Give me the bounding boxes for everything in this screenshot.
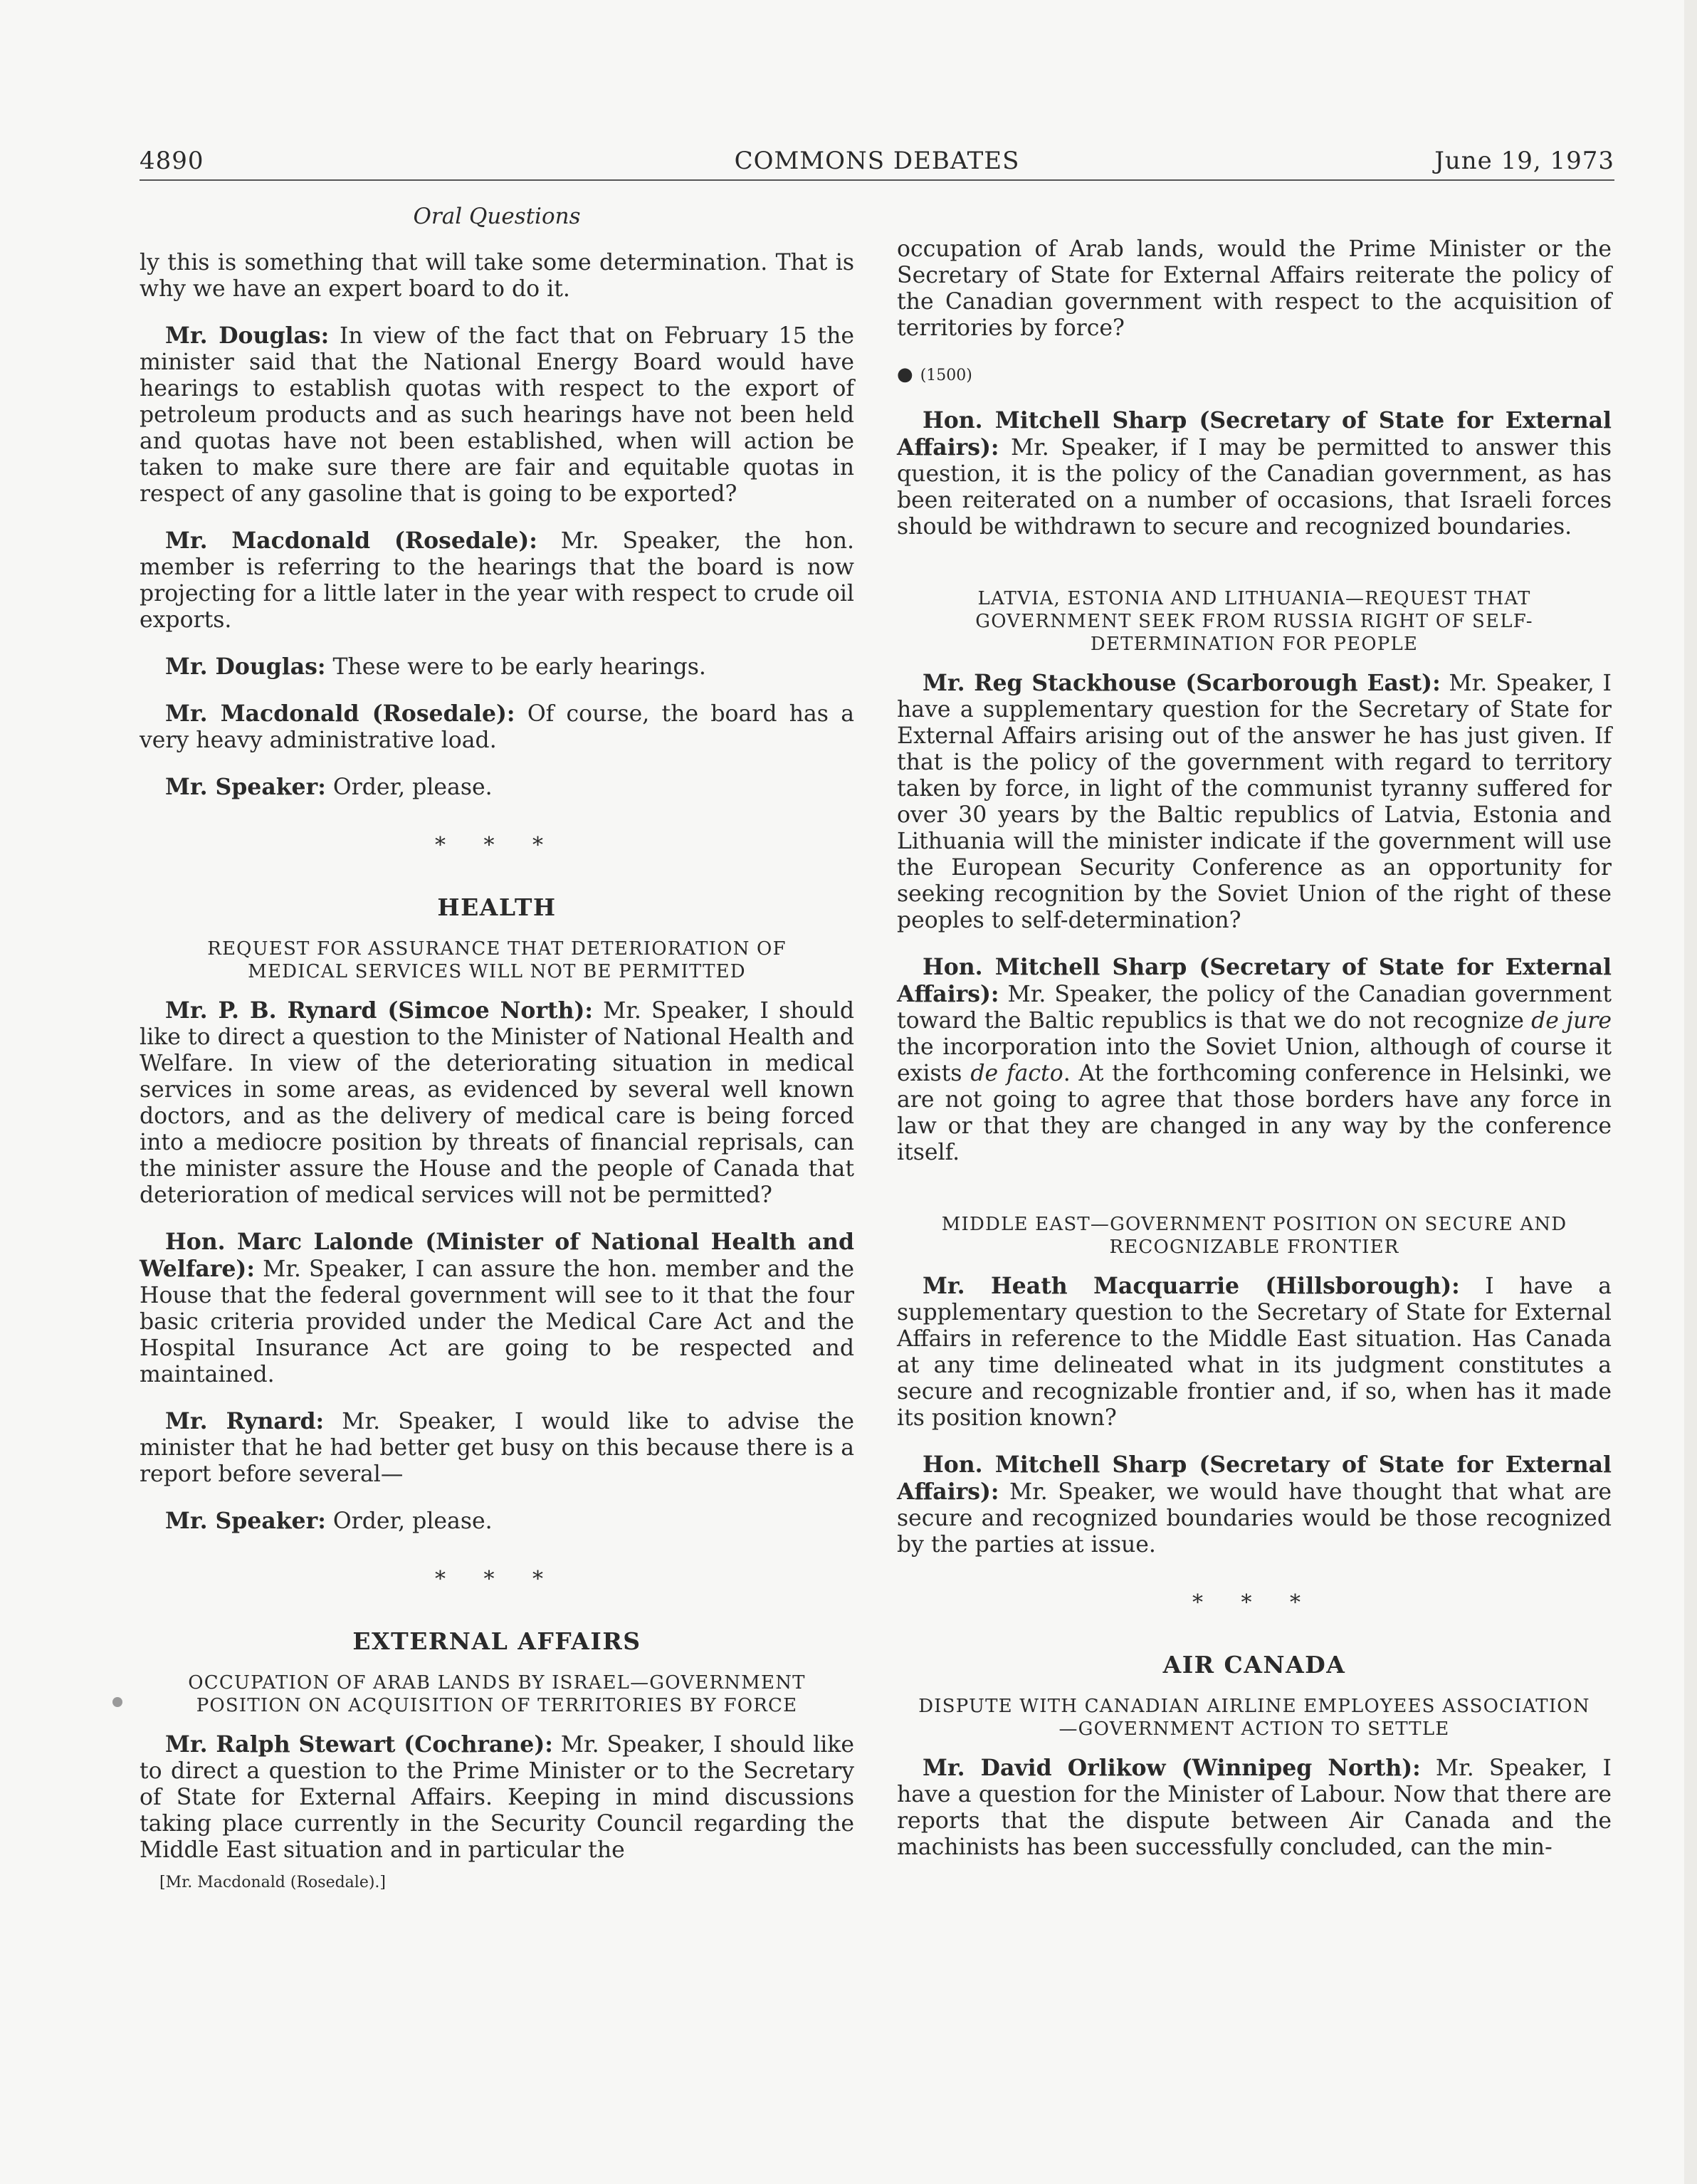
section-heading-air-canada: AIR CANADA xyxy=(1162,1651,1346,1679)
paragraph xyxy=(140,527,854,634)
speech-text: Mr. Speaker, the hon. member is referring to the hearings that the board is now projecting for a little later in the year with respect to crude oil exports. xyxy=(140,528,854,633)
speech-text: Of course, the board has a very heavy administrative load. xyxy=(140,701,854,753)
margin-dot-marker xyxy=(112,1697,122,1707)
subheading: MIDDLE EAST—GOVERNMENT POSITION ON SECURE AND RECOGNIZABLE FRONTIER xyxy=(941,1214,1567,1258)
latin-term: de facto xyxy=(970,1061,1063,1086)
speaker-name: Mr. David Orlikow (Winnipeg North): xyxy=(923,1755,1421,1781)
speech-text: Mr. Speaker, I would like to advise the minister that he had better get busy on this because there is a report before several— xyxy=(140,1409,854,1487)
subheading: REQUEST FOR ASSURANCE THAT DETERIORATION OF MEDICAL SERVICES WILL NOT BE PERMITTED xyxy=(207,938,787,982)
publication-title: COMMONS DEBATES xyxy=(734,147,1020,175)
speaker-name: Hon. Marc Lalonde (Minister of National Health and Welfare): xyxy=(140,1229,854,1282)
time-marker xyxy=(897,362,1612,389)
subheading: DISPUTE WITH CANADIAN AIRLINE EMPLOYEES ASSOCIATION—GOVERNMENT ACTION TO SETTLE xyxy=(918,1696,1590,1740)
speaker-name: Mr. Ralph Stewart (Cochrane): xyxy=(165,1731,553,1758)
speaker-name: Hon. Mitchell Sharp (Secretary of State for External Affairs): xyxy=(897,1451,1612,1505)
speaker-name: Mr. Macdonald (Rosedale): xyxy=(165,700,515,727)
section-separator: * * * xyxy=(434,833,559,858)
right-column xyxy=(897,236,1612,1881)
section-separator: * * * xyxy=(1192,1590,1317,1615)
paragraph xyxy=(140,774,854,801)
paragraph xyxy=(140,653,854,681)
paragraph xyxy=(140,997,854,1209)
page-header xyxy=(140,142,1614,181)
latin-term: de jure xyxy=(1531,1008,1612,1034)
speech-text: I have a supplementary question to the Secretary of State for External Affairs in reference to the Middle East situation. Has Canada at any time delineated what in its judgment constitutes a secure and recognizable frontier and, if so, when has it made its position known? xyxy=(897,1274,1612,1431)
speech-text: Order, please. xyxy=(325,775,493,800)
speech-text: These were to be early hearings. xyxy=(325,654,706,680)
speech-text: In view of the fact that on February 15 the minister said that the National Energy Board would have hearings to establish quotas with respect to the export of petroleum products and as such hearings have not been held and quotas have not been established, when will action be taken to make sure there are fair and equitable quotas in respect of any gasoline that is going to be exported? xyxy=(140,323,855,507)
subheading: LATVIA, ESTONIA AND LITHUANIA—REQUEST THAT GOVERNMENT SEEK FROM RUSSIA RIGHT OF SELF-DETERMINATION FOR PEOPLE xyxy=(975,588,1533,655)
paragraph xyxy=(897,954,1612,1166)
time-marker-text: (1500) xyxy=(920,367,972,384)
issue-date: June 19, 1973 xyxy=(1434,147,1614,175)
speaker-name: Mr. Rynard: xyxy=(165,1408,325,1434)
speech-text: Mr. Speaker, I have a supplementary question for the Secretary of State for External Affairs arising out of the answer he has just given. If that is the policy of the government with regard to territory taken by force, in light of the communist tyranny suffered for over 30 years by the Baltic republics of Latvia, Estonia and Lithuania will the minister indicate if the government will use the European Security Conference as an opportunity for seeking recognition by the Soviet Union of the right of these peoples to self-determination? xyxy=(897,671,1612,933)
paragraph xyxy=(897,407,1612,540)
speech-text: Mr. Speaker, I should like to direct a question to the Minister of National Health and Welfare. In view of the deteriorating situation in medical services in some areas, as evidenced by several well known doctors, and as the delivery of medical care is being forced into a mediocre position by threats of financial reprisals, can the minister assure the House and the people of Canada that deterioration of medical services will not be permitted? xyxy=(140,998,854,1208)
speech-text: Mr. Speaker, if I may be permitted to answer this question, it is the policy of the Canadian government, as has been reiterated on a number of occasions, that Israeli forces should be withdrawn to secure and recognized boundaries. xyxy=(897,435,1612,540)
speech-text: . At the forthcoming conference in Helsinki, we are not going to agree that those borders have any force in law or that they are changed in any way by the conference itself. xyxy=(897,1061,1612,1165)
subheading: OCCUPATION OF ARAB LANDS BY ISRAEL—GOVERNMENT POSITION ON ACQUISITION OF TERRITORIES BY FORCE xyxy=(188,1672,806,1716)
left-column xyxy=(140,204,854,1896)
paragraph xyxy=(897,1451,1612,1558)
speaker-name: Mr. Douglas: xyxy=(165,653,326,680)
paragraph xyxy=(140,322,854,508)
page-number: 4890 xyxy=(140,147,204,175)
speech-text: Mr. Speaker, the policy of the Canadian government toward the Baltic republics is that we do not recognize xyxy=(897,982,1612,1034)
paragraph xyxy=(897,1755,1612,1861)
paragraph xyxy=(140,700,854,754)
paragraph xyxy=(140,1229,854,1388)
speech-text: Mr. Speaker, I can assure the hon. member and the House that the federal government will see to it that the four basic criteria provided under the Medical Care Act and the Hospital Insurance Act are going to be respected and maintained. xyxy=(140,1256,854,1387)
speaker-name: Mr. Heath Macquarrie (Hillsborough): xyxy=(923,1273,1460,1299)
speaker-name: Mr. Reg Stackhouse (Scarborough East): xyxy=(923,670,1441,696)
speaker-name: Mr. Speaker: xyxy=(165,774,326,800)
speech-text: the incorporation into the Soviet Union, although of course it exists xyxy=(897,1034,1612,1086)
speech-text: Order, please. xyxy=(325,1508,493,1534)
paragraph xyxy=(897,670,1612,934)
paragraph: ly this is something that will take some determination. That is why we have an expert board to do it. xyxy=(140,250,854,302)
speech-text: Mr. Speaker, I should like to direct a question to the Prime Minister or to the Secretary of State for External Affairs. Keeping in mind discussions taking place currently in the Security Council regarding the Middle East situation and in particular the xyxy=(140,1732,854,1863)
speech-text: Mr. Speaker, we would have thought that what are secure and recognized boundaries would be those recognized by the parties at issue. xyxy=(897,1479,1612,1558)
paragraph xyxy=(140,1508,854,1535)
paragraph xyxy=(897,1273,1612,1432)
speaker-name: Mr. Macdonald (Rosedale): xyxy=(165,527,537,554)
paragraph xyxy=(140,1408,854,1488)
bullet-icon: ● xyxy=(897,364,913,385)
speaker-name: Mr. Douglas: xyxy=(165,322,330,349)
page-edge xyxy=(1684,0,1697,2184)
speech-text: Mr. Speaker, I have a question for the Minister of Labour. Now that there are reports that the dispute between Air Canada and the machinists has been successfully concluded, can the min- xyxy=(897,1755,1612,1860)
speaker-name: Mr. P. B. Rynard (Simcoe North): xyxy=(165,997,594,1024)
speaker-name: Hon. Mitchell Sharp (Secretary of State for External Affairs): xyxy=(897,954,1612,1007)
section-heading-health: HEALTH xyxy=(437,893,557,921)
paragraph: occupation of Arab lands, would the Prime Minister or the Secretary of State for External Affairs reiterate the policy of the Canadian government with respect to the acquisition of territories by force? xyxy=(897,236,1612,341)
section-separator: * * * xyxy=(434,1567,559,1592)
speaker-footnote: [Mr. Macdonald (Rosedale).] xyxy=(159,1874,387,1891)
speaker-name: Hon. Mitchell Sharp (Secretary of State for External Affairs): xyxy=(897,407,1612,461)
section-heading-external-affairs: EXTERNAL AFFAIRS xyxy=(352,1627,641,1655)
speaker-name: Mr. Speaker: xyxy=(165,1508,326,1534)
paragraph xyxy=(140,1731,854,1864)
running-head: Oral Questions xyxy=(413,204,581,229)
